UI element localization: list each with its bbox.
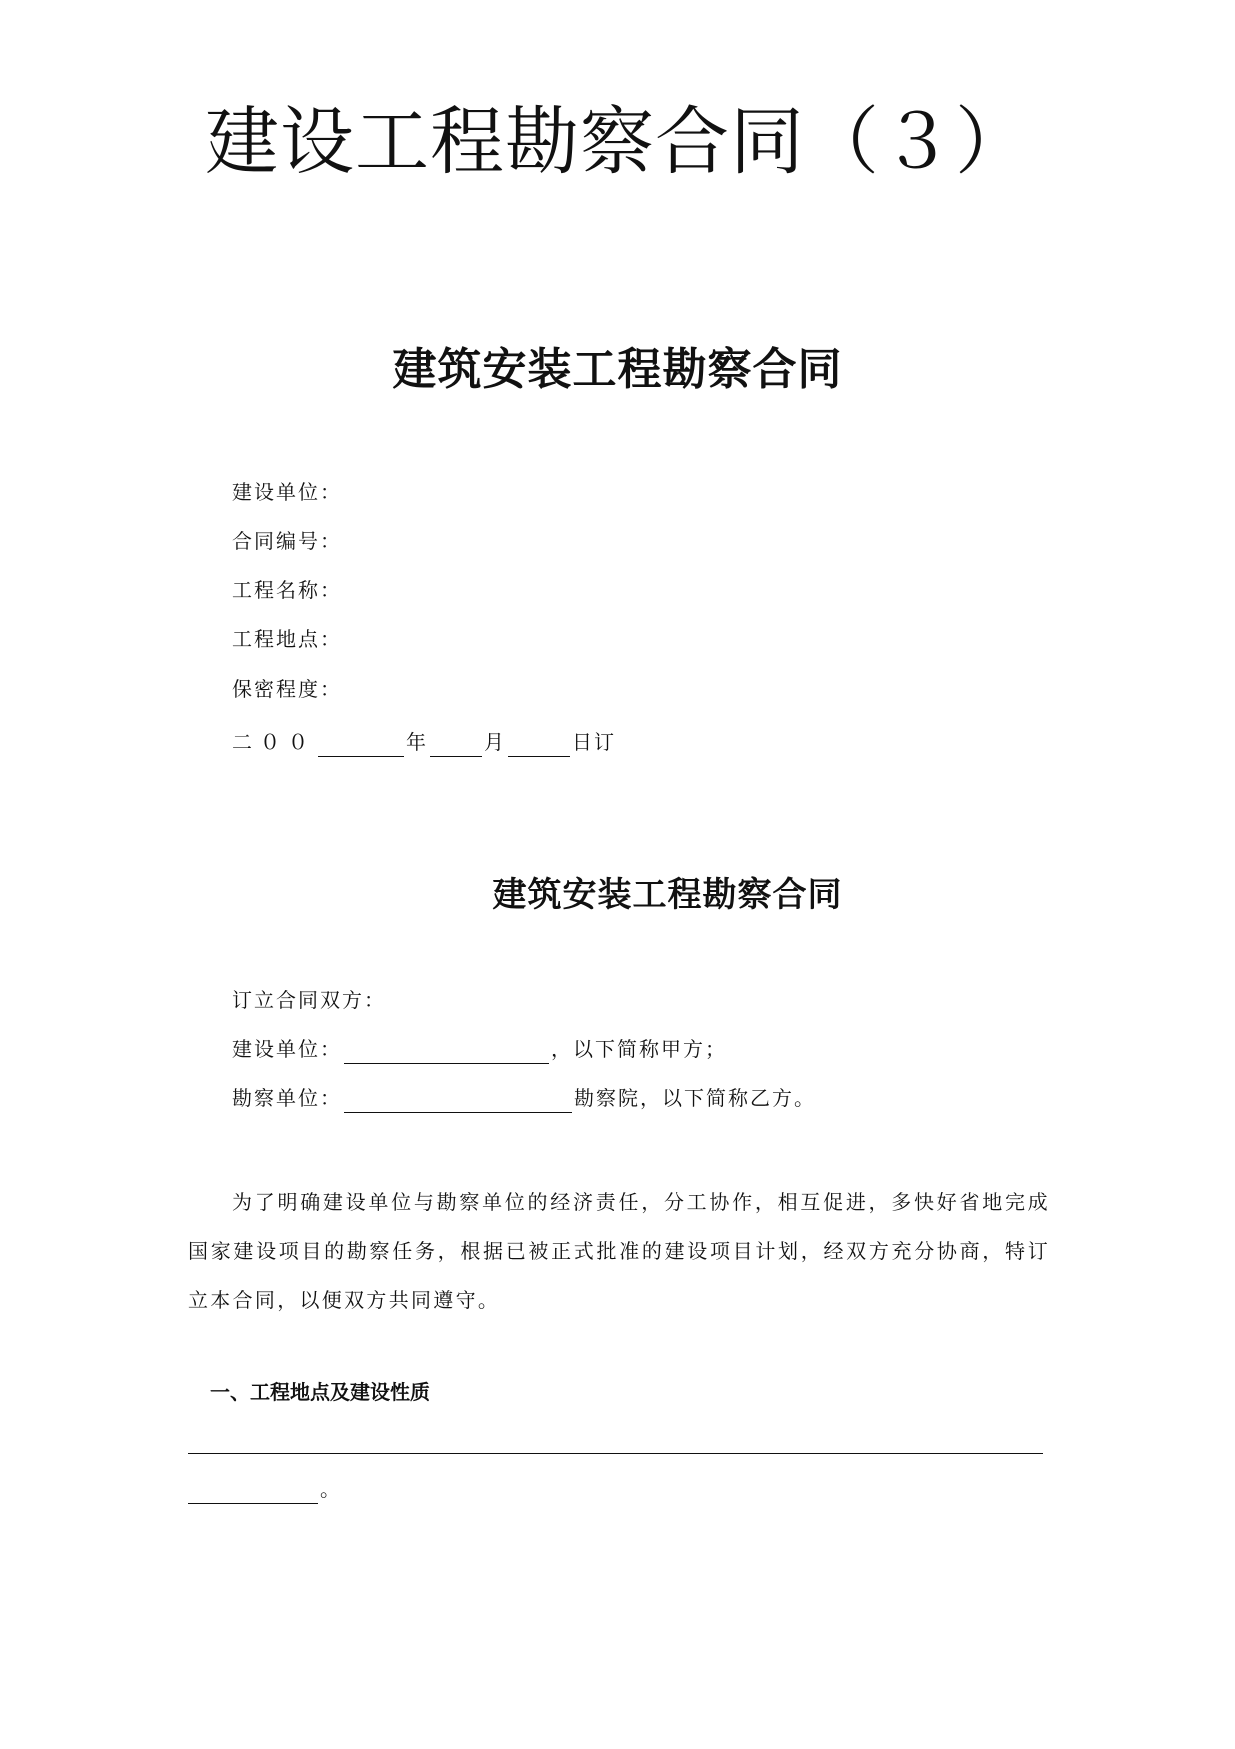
section-1-short-blank bbox=[188, 1481, 318, 1504]
body-title: 建筑安装工程勘察合同 bbox=[492, 875, 843, 915]
party-b-line bbox=[232, 1083, 816, 1113]
party-b-blank bbox=[344, 1090, 572, 1113]
year-blank bbox=[318, 734, 404, 757]
cover-field-project-location: 工程地点： bbox=[232, 627, 342, 651]
cover-title: 建筑安装工程勘察合同 bbox=[392, 344, 843, 395]
month-blank bbox=[430, 734, 482, 757]
preamble-paragraph: 为了明确建设单位与勘察单位的经济责任，分工协作，相互促进，多快好省地完成国家建设项目的勘察任务，根据已被正式批准的建设项目计划，经双方充分协商，特订立本合同，以便双方共同遵守。 bbox=[188, 1190, 1050, 1312]
day-blank bbox=[508, 734, 570, 757]
date-year-label: 年 bbox=[406, 730, 428, 754]
cover-field-construction-unit: 建设单位： bbox=[232, 480, 342, 504]
section-1-fill-line bbox=[188, 1453, 1043, 1454]
party-a-suffix: ，以下简称甲方； bbox=[551, 1037, 727, 1061]
section-1-end-mark: 。 bbox=[320, 1477, 340, 1501]
cover-field-confidentiality: 保密程度： bbox=[232, 677, 342, 701]
party-a-line bbox=[232, 1034, 727, 1064]
party-b-suffix: 勘察院，以下简称乙方。 bbox=[574, 1086, 816, 1110]
party-b-label: 勘察单位： bbox=[232, 1086, 342, 1110]
parties-intro: 订立合同双方： bbox=[232, 988, 386, 1012]
document-main-title: 建设工程勘察合同（３） bbox=[205, 99, 1030, 185]
cover-date-line bbox=[232, 727, 616, 757]
section-1-heading: 一、工程地点及建设性质 bbox=[210, 1380, 430, 1404]
cover-field-project-name: 工程名称： bbox=[232, 578, 342, 602]
party-a-blank bbox=[344, 1041, 549, 1064]
date-day-label: 日订 bbox=[572, 730, 616, 754]
date-prefix: 二００ bbox=[232, 730, 316, 754]
section-1-end-line bbox=[188, 1474, 340, 1504]
date-month-label: 月 bbox=[484, 730, 506, 754]
cover-field-contract-number: 合同编号： bbox=[232, 529, 342, 553]
party-a-label: 建设单位： bbox=[232, 1037, 342, 1061]
